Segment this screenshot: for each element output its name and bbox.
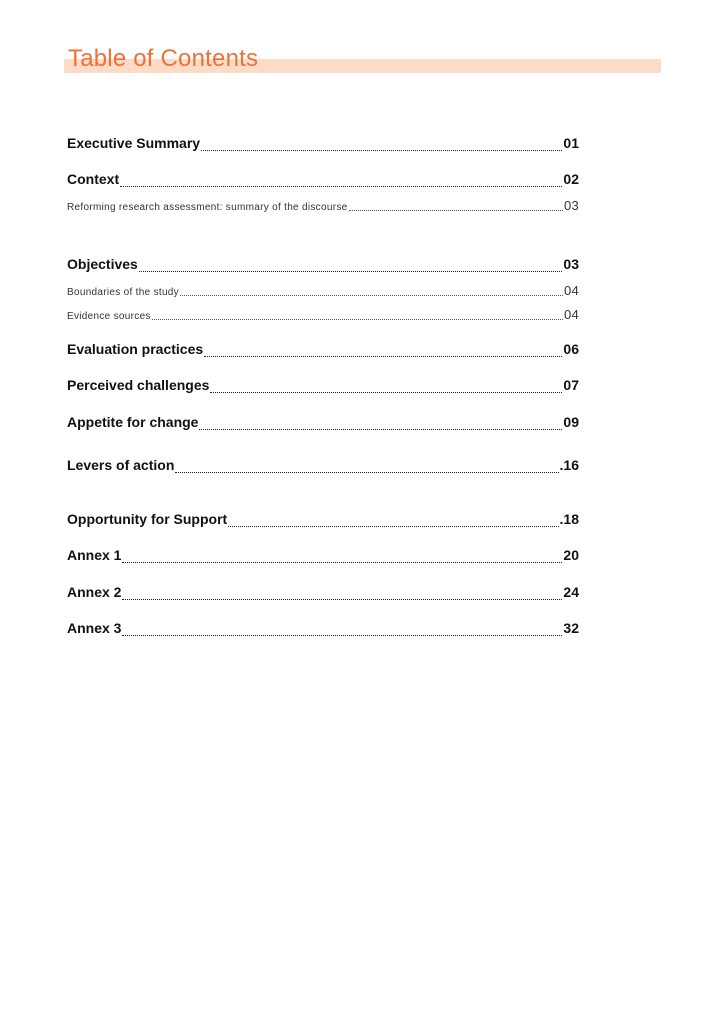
toc-dot-leader [175,472,558,473]
toc-entry-page: 03 [563,256,579,272]
toc-entry-label: Opportunity for Support [67,511,228,527]
toc-entry-page: 01 [563,135,579,151]
toc-entry-page: 09 [563,414,579,430]
toc-entry-label: Annex 2 [67,584,122,600]
toc-entry-label: Objectives [67,256,138,272]
toc-dot-leader [228,526,558,527]
toc-entry-page: 07 [563,377,579,393]
toc-entry-annex-2[interactable] [67,584,579,604]
toc-entry-label: Appetite for change [67,414,199,430]
toc-dot-leader [122,562,562,563]
toc-entry-opportunity-for-support[interactable] [67,511,579,531]
page-title: Table of Contents [68,45,259,72]
toc-entry-page: 03 [563,198,579,213]
toc-entry-page: 20 [563,547,579,563]
toc-entry-page: 04 [563,307,579,322]
toc-entry-evaluation-practices[interactable] [67,341,579,361]
toc-dot-leader [180,295,563,296]
toc-entry-page: .16 [559,457,579,473]
toc-entry-label: Annex 3 [67,620,122,636]
toc-entry-annex-3[interactable] [67,620,579,640]
toc-entry-executive-summary[interactable] [67,135,579,155]
toc-entry-label: Reforming research assessment: summary of the discourse [67,202,348,213]
toc-dot-leader [349,210,563,211]
toc-entry-page: 24 [563,584,579,600]
toc-entry-perceived-challenges[interactable] [67,377,579,397]
toc-entry-objectives[interactable] [67,256,579,276]
toc-dot-leader [120,186,562,187]
toc-entry-levers-of-action[interactable] [67,457,579,477]
toc-entry-page: .18 [559,511,579,527]
toc-entry-label: Executive Summary [67,135,201,151]
toc-entry-page: 32 [563,620,579,636]
toc-entry-label: Levers of action [67,457,175,473]
toc-subentry-boundaries-of-the-study[interactable] [67,283,579,299]
toc-entry-label: Evaluation practices [67,341,204,357]
toc-entry-label: Perceived challenges [67,377,210,393]
toc-entry-context[interactable] [67,171,579,191]
toc-entry-page: 04 [563,283,579,298]
toc-entry-label: Boundaries of the study [67,287,179,298]
toc-subentry-reforming-research-assessment[interactable] [67,198,579,214]
toc-entry-annex-1[interactable] [67,547,579,567]
toc-dot-leader [122,635,562,636]
toc-entry-label: Evidence sources [67,311,151,322]
toc-entry-page: 06 [563,341,579,357]
toc-dot-leader [152,319,563,320]
toc-entry-appetite-for-change[interactable] [67,414,579,434]
toc-subentry-evidence-sources[interactable] [67,307,579,323]
toc-dot-leader [204,356,562,357]
toc-dot-leader [201,150,562,151]
title-block [64,42,661,76]
toc-dot-leader [210,392,562,393]
toc-dot-leader [122,599,562,600]
toc-dot-leader [199,429,562,430]
toc-entry-page: 02 [563,171,579,187]
toc-entry-label: Annex 1 [67,547,122,563]
toc-entry-label: Context [67,171,120,187]
toc-dot-leader [139,271,563,272]
